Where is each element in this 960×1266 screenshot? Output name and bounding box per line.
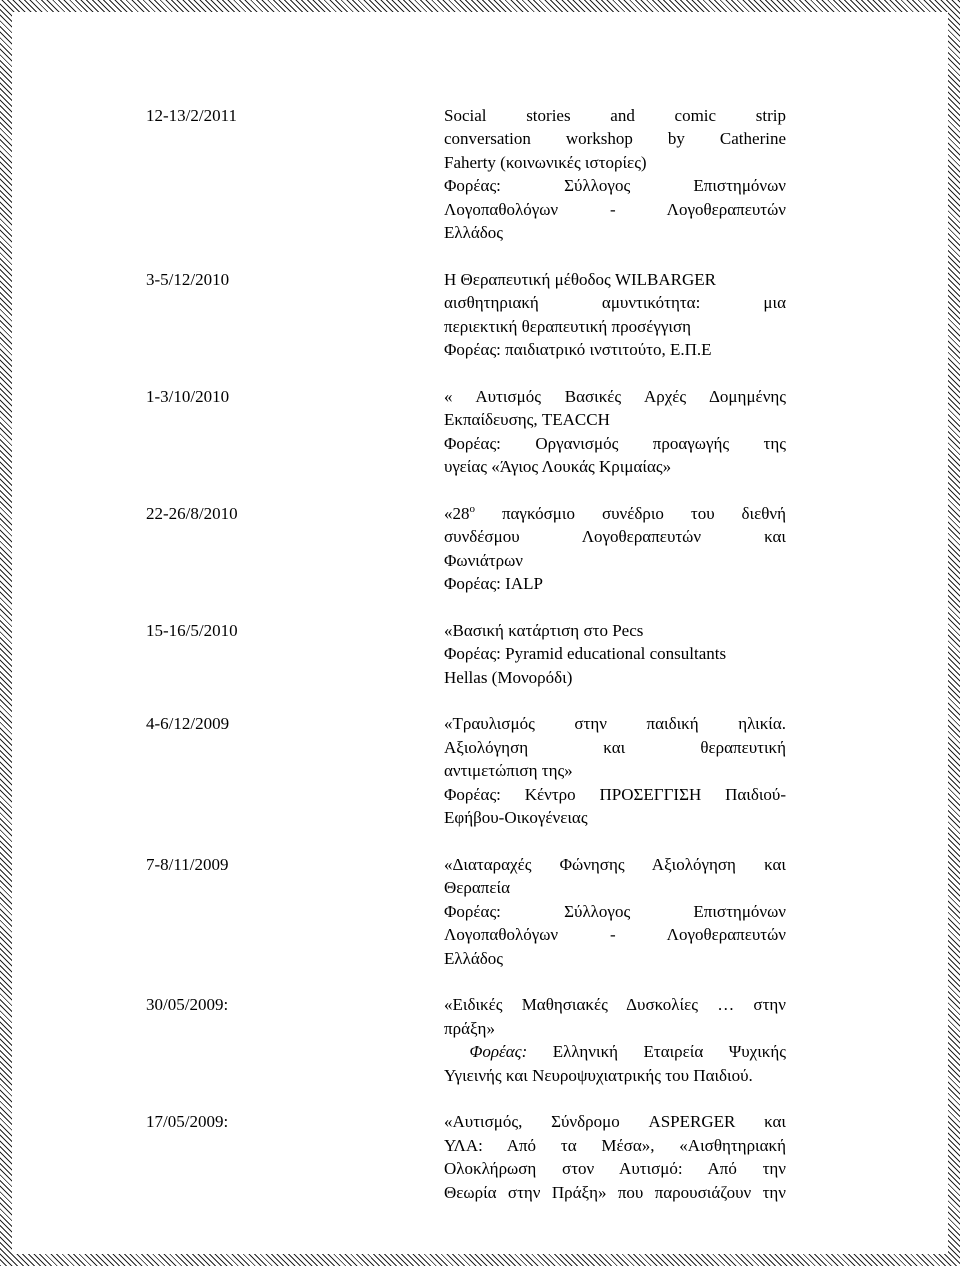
entry-date: 15-16/5/2010 [146,620,238,640]
seminar-entry [146,268,786,362]
entry-date: 22-26/8/2010 [146,503,238,523]
text-fragment: παγκόσμιο συνέδριο του διεθνή [475,503,786,523]
description-line: Faherty (κοινωνικές ιστορίες) [444,152,647,172]
entry-description [444,712,786,829]
entry-date: 12-13/2/2011 [146,106,237,125]
organizer-line: Υγιεινής και Νευροψυχιατρικής του Παιδιού. [444,1065,753,1085]
entry-description [444,993,786,1087]
ordinal-superscript: ο [469,502,475,515]
description-line: περιεκτική θεραπευτική προσέγγιση [444,316,692,336]
entry-description [444,1110,786,1204]
entry-description [444,385,786,479]
seminar-entry [146,853,786,970]
description-line: Αξιολόγηση και θεραπευτική [444,737,786,757]
document-body [146,104,786,1227]
description-line: συνδέσμου Λογοθεραπευτών και [444,527,786,547]
seminar-entry [146,712,786,829]
description-line: αισθητηριακή αμυντικότητα: μια [444,293,786,313]
organizer-line: Λογοπαθολόγων - Λογοθεραπευτών [444,199,786,219]
entry-date: 30/05/2009: [146,995,229,1015]
description-line: Θεωρία στην Πράξη» που παρουσιάζουν την [444,1182,786,1202]
organizer-line: Φορέας: Σύλλογος Επιστημόνων [444,176,786,196]
organizer-line: Ελλάδος [444,223,504,243]
organizer-line [444,1040,786,1063]
description-line: πράξη» [444,1018,495,1038]
seminar-entry [146,619,786,689]
description-line: conversation workshop by Catherine [444,129,786,149]
description-line: « Αυτισμός Βασικές Αρχές Δομημένης [444,386,786,406]
organizer-line: Φορέας: Οργανισμός προαγωγής της [444,433,786,453]
description-line: «Ειδικές Μαθησιακές Δυσκολίες … στην [444,995,786,1015]
description-line [444,502,786,525]
entry-date: 3-5/12/2010 [146,269,230,289]
description-line: Θεραπεία [444,878,511,898]
seminar-entry [146,104,786,244]
entry-description [444,104,786,244]
entry-description [444,619,786,689]
description-line: «Βασική κατάρτιση στο Pecs [444,620,644,640]
organizer-line: Εφήβου-Οικογένειας [444,808,588,828]
description-line: «Διαταραχές Φώνησης Αξιολόγηση και [444,854,786,874]
seminar-entry [146,502,786,596]
organizer-line: Φορέας: παιδιατρικό ινστιτούτο, Ε.Π.Ε [444,340,712,360]
organizer-line: υγείας «Άγιος Λουκάς Κριμαίας» [444,457,672,477]
entry-description [444,502,786,596]
organizer-line: Hellas (Μονορόδι) [444,667,573,687]
description-line: Φωνιάτρων [444,550,523,570]
description-line: Εκπαίδευσης, TEACCH [444,410,610,430]
entry-date: 1-3/10/2010 [146,386,230,406]
organizer-line: Ελλάδος [444,948,504,968]
seminar-entry [146,1110,786,1204]
description-line: Ολοκλήρωση στον Αυτισμό: Από την [444,1159,786,1179]
organizer-line: Λογοπαθολόγων - Λογοθεραπευτών [444,925,786,945]
organizer-line: Φορέας: Pyramid educational consultants [444,644,727,664]
seminar-entry [146,385,786,479]
entry-description [444,268,786,362]
text-fragment: «28 [444,503,470,523]
organizer-line: Φορέας: IALP [444,574,543,594]
description-line: «Τραυλισμός στην παιδική ηλικία. [444,714,786,734]
description-line: αντιμετώπιση της» [444,761,573,781]
description-line: Η Θεραπευτική μέθοδος WILBARGER [444,269,717,289]
entry-date: 4-6/12/2009 [146,714,230,734]
entry-date: 7-8/11/2009 [146,854,229,874]
organizer-line: Φορέας: Σύλλογος Επιστημόνων [444,901,786,921]
description-line: Social stories and comic strip [444,106,786,125]
organizer-line: Φορέας: Κέντρο ΠΡΟΣΕΓΓΙΣΗ Παιδιού- [444,784,786,804]
description-line: «Αυτισμός, Σύνδρομο ASPERGER και [444,1112,786,1132]
organizer-label: Φορέας: [469,1042,528,1062]
entry-date: 17/05/2009: [146,1112,229,1132]
description-line: ΥΛΑ: Από τα Μέσα», «Αισθητηριακή [444,1135,786,1155]
seminar-entry [146,993,786,1087]
text-fragment: Ελληνική Εταιρεία Ψυχικής [527,1042,786,1062]
entry-description [444,853,786,970]
